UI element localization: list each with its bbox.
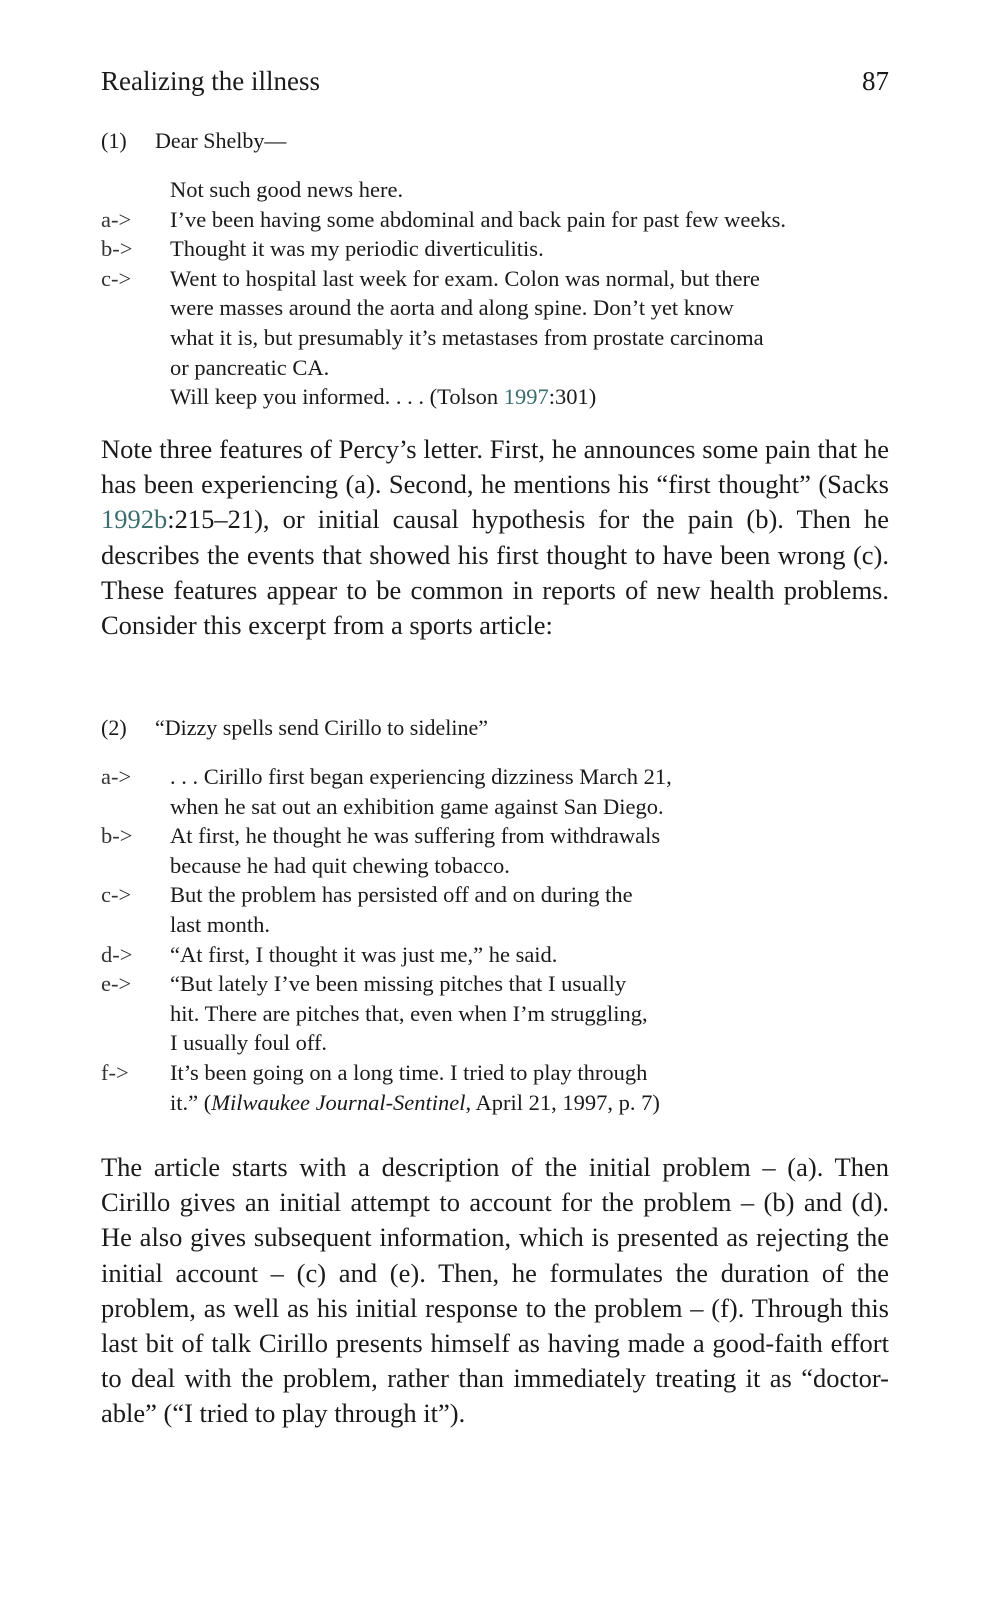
example-line [101, 323, 889, 353]
example-title: “Dizzy spells send Cirillo to sideline” [155, 715, 488, 740]
paragraph-text: The article starts with a description of the initial problem – (a). Then Cirillo gives an initial attempt to account for the problem – (b) and (d). He also gives subsequent information, which is presented as rejecting the initial account – (c) and (e). Then, he formulates the duration of the problem, as well as his initial response to the problem – (f). Through this last bit of talk Cirillo presents himself as having made a good-faith effort to deal with the problem, rather than immediately treating it as “doctor-able” (“I tried to play through it”). [101, 1152, 889, 1429]
example-line [101, 205, 889, 235]
line-text: At first, he thought he was suffering from withdrawals [170, 823, 661, 849]
line-text: “At first, I thought it was just me,” he said. [170, 941, 558, 967]
line-text: , April 21, 1997, p. 7) [465, 1090, 660, 1115]
line-marker: e-> [101, 971, 132, 997]
example-2-closing [101, 1088, 889, 1118]
example-line [101, 762, 889, 792]
citation-link[interactable]: 1992b [101, 504, 168, 535]
line-marker: c-> [101, 265, 132, 291]
line-text: “But lately I’ve been missing pitches that I usually [170, 971, 627, 997]
line-text: Went to hospital last week for exam. Colon was normal, but there [170, 265, 760, 291]
line-text: Will keep you informed. . . . (Tolson [170, 384, 504, 409]
example-title: Dear Shelby— [155, 128, 287, 153]
line-text: what it is, but presumably it’s metastases from prostate carcinoma [170, 324, 764, 350]
line-marker: c-> [101, 882, 132, 908]
example-line [101, 1058, 889, 1088]
example-line [101, 999, 889, 1029]
example-line [101, 1088, 889, 1118]
line-text: :301) [548, 384, 597, 409]
line-text: Not such good news here. [170, 177, 404, 202]
example-line [101, 175, 889, 205]
example-line [101, 353, 889, 383]
chapter-title: Realizing the illness [101, 66, 320, 96]
example-line [101, 1028, 889, 1058]
line-marker: d-> [101, 941, 133, 967]
line-marker: f-> [101, 1059, 129, 1085]
line-text: . . . Cirillo first began experiencing dizziness March 21, [170, 764, 672, 789]
example-number: (1) [101, 128, 127, 153]
line-text: were masses around the aorta and along spine. Don’t yet know [170, 295, 734, 321]
example-line [101, 880, 889, 910]
example-number: (2) [101, 715, 127, 740]
example-line [101, 910, 889, 940]
line-marker: a-> [101, 764, 132, 789]
running-head [101, 66, 889, 102]
line-text: hit. There are pitches that, even when I’m struggling, [170, 1000, 648, 1026]
example-line [101, 293, 889, 323]
example-line [101, 851, 889, 881]
line-text: it.” ( [170, 1090, 212, 1115]
example-line [101, 969, 889, 999]
line-text: It’s been going on a long time. I tried to play through [170, 1059, 648, 1085]
citation-link[interactable]: 1997 [503, 384, 549, 409]
example-line [101, 792, 889, 822]
line-text: I’ve been having some abdominal and back pain for past few weeks. [170, 206, 787, 232]
example-line [101, 234, 889, 264]
source-title: Milwaukee Journal-Sentinel [211, 1090, 466, 1115]
line-marker: b-> [101, 823, 133, 849]
body-paragraph-1 [101, 432, 889, 643]
body-paragraph-2 [101, 1150, 889, 1432]
line-text: Thought it was my periodic diverticulitis. [170, 236, 544, 262]
example-1-lines [101, 175, 889, 382]
example-1-closing [101, 382, 889, 412]
paragraph-text: Note three features of Percy’s letter. First, he announces some pain that he has been experiencing (a). Second, he mentions his “first thought” (Sacks [101, 434, 889, 500]
line-text: or pancreatic CA. [170, 354, 330, 380]
example-line [101, 382, 889, 412]
line-marker: b-> [101, 236, 133, 262]
line-text: because he had quit chewing tobacco. [170, 852, 510, 878]
example-line [101, 940, 889, 970]
line-text: when he sat out an exhibition game against San Diego. [170, 793, 664, 819]
example-2-lines [101, 762, 889, 1088]
line-text: I usually foul off. [170, 1030, 328, 1056]
page-number: 87 [862, 66, 889, 96]
example-line [101, 264, 889, 294]
paragraph-text: :215–21), or initial causal hypothesis for the pain (b). Then he describes the events that showed his first thought to have been wrong (c). These features appear to be common in reports of new health problems. Consider this excerpt from a sports article: [101, 504, 889, 641]
line-text: But the problem has persisted off and on during the [170, 882, 633, 908]
line-text: last month. [170, 911, 270, 937]
line-marker: a-> [101, 206, 132, 232]
example-line [101, 821, 889, 851]
